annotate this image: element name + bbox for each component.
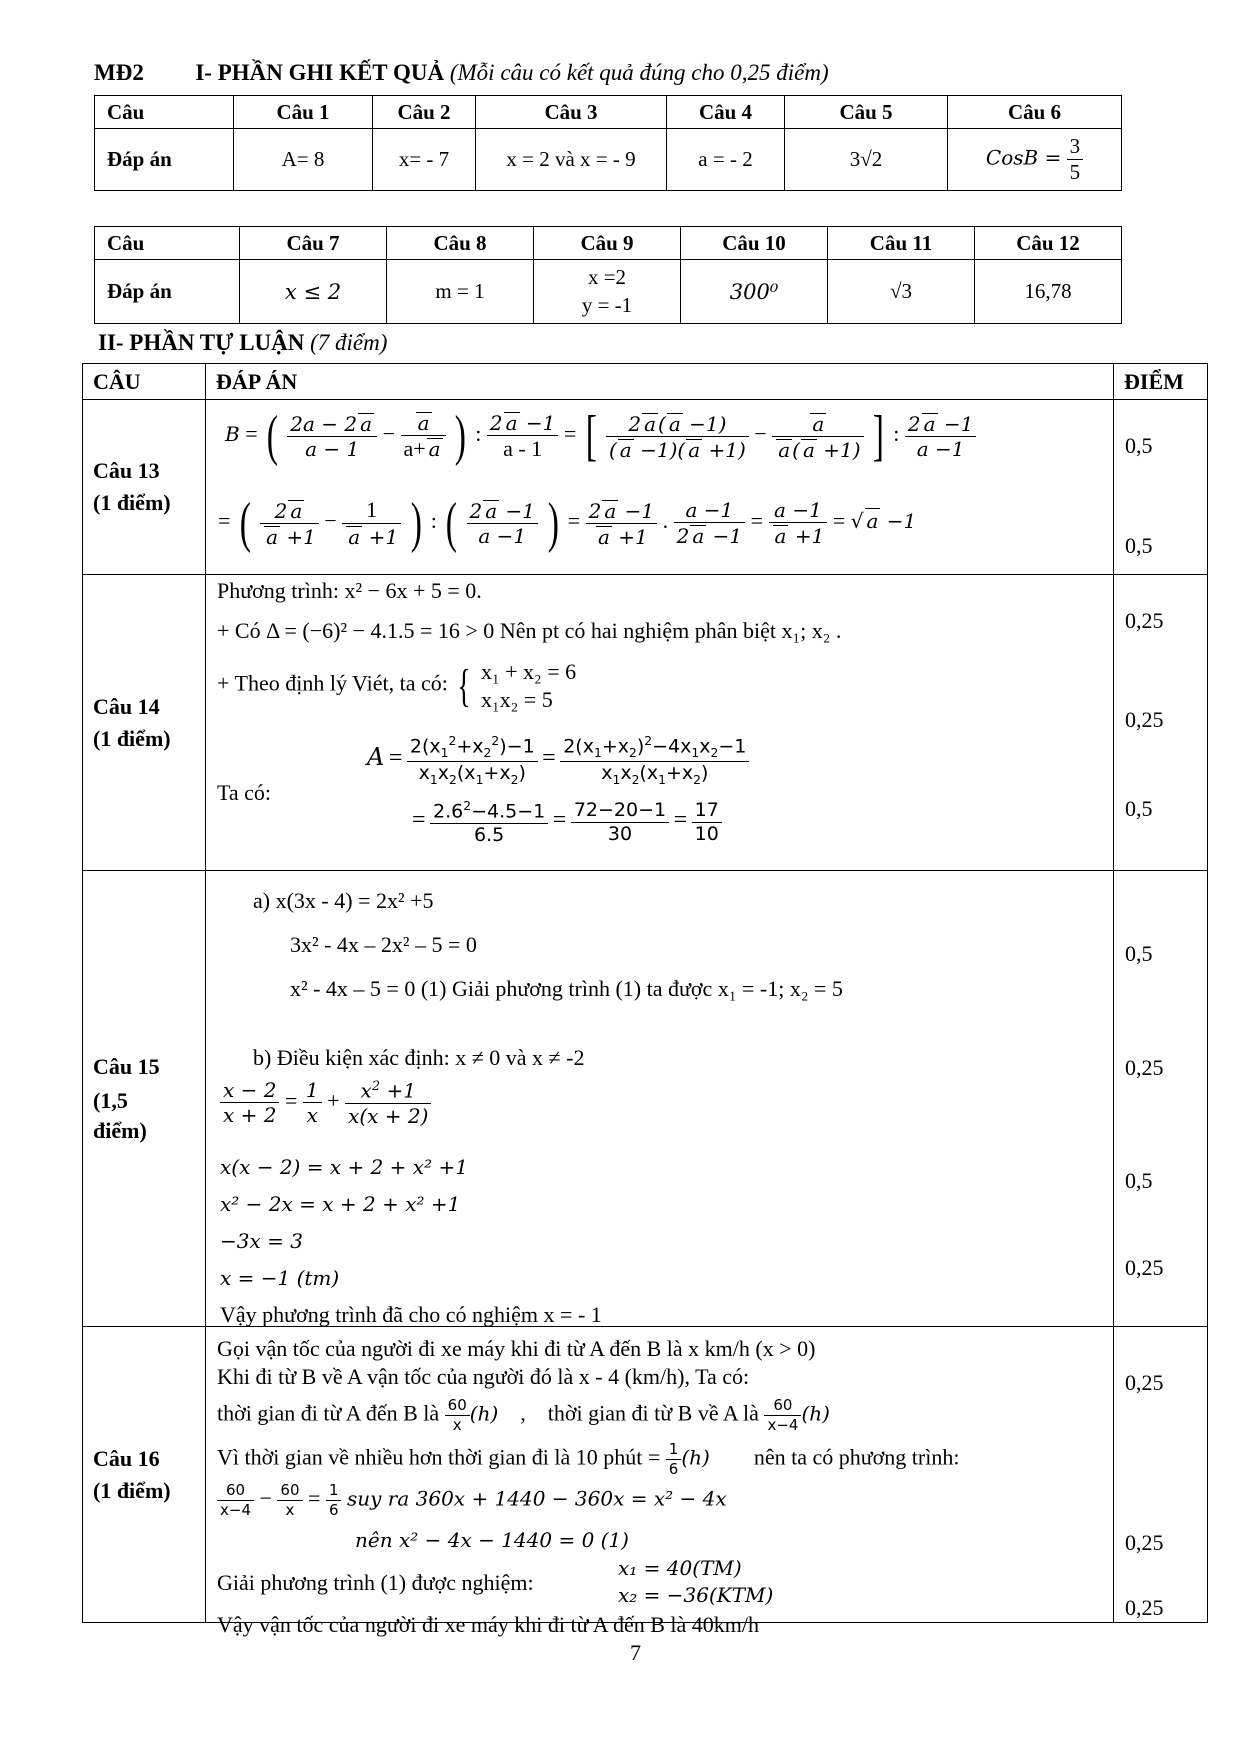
answer-cell: a = - 2 — [667, 129, 785, 191]
answer-cell — [948, 129, 1122, 191]
answer-table-2 — [94, 226, 1122, 324]
q-cell: Câu 1 — [234, 96, 373, 129]
exam-code: MĐ2 — [94, 60, 144, 85]
q14-point-3: 0,5 — [1125, 796, 1153, 821]
q14-line2: + Có Δ = (−6)² − 4.1.5 = 16 > 0 Nên pt có hai nghiệm phân biệt x₁; x₂ . — [217, 618, 842, 643]
page-number: 7 — [630, 1640, 641, 1665]
answer-6-fraction: $\frac{3}{5}$ — [1067, 136, 1084, 183]
part2-note: (7 điểm) — [310, 330, 388, 355]
row-label-q: Câu — [95, 227, 240, 260]
answer-cell: 300⁰ — [681, 260, 828, 324]
q15-b4: x² − 2x = x + 2 + x² +1 — [220, 1192, 461, 1216]
answer-cell: x = 2 và x = - 9 — [476, 129, 667, 191]
answer-cell: x= - 7 — [373, 129, 476, 191]
q15-b1: b) Điều kiện xác định: x ≠ 0 và x ≠ -2 — [253, 1045, 585, 1070]
row-label-q: Câu — [95, 96, 234, 129]
q-cell: Câu 7 — [240, 227, 387, 260]
q14-point-1: 0,25 — [1125, 608, 1164, 633]
q13-formula-2: = ( $\frac{2 a}{a +1}$ − $\frac{1}{a +1}$ ) : ( $\frac{2 a -1}{a -1}$ ) = $\frac{2 a -1}{a +1}$ . $\frac{a -1}{2 a -1}$ = $\frac{a -1}{a +1}$ = √ a −1 — [218, 492, 917, 554]
q15-b6: x = −1 (tm) — [220, 1266, 340, 1290]
part2-heading — [98, 330, 387, 356]
q15-point-4: 0,25 — [1125, 1255, 1164, 1280]
q-cell: Câu 6 — [948, 96, 1122, 129]
part1-heading — [94, 60, 829, 86]
q16-l5: $\frac{60}{x-4}$ − $\frac{60}{x}$ = $\frac{1}{6}$ suy ra 360x + 1440 − 360x = x² − 4x — [217, 1483, 727, 1518]
q16-point-3: 0,25 — [1125, 1595, 1164, 1620]
q15-point-1: 0,5 — [1125, 941, 1153, 966]
q-cell: Câu 8 — [387, 227, 534, 260]
q14-line3: + Theo định lý Viét, ta có: { x₁ + x₂ = 6 x₁x₂ = 5 — [217, 659, 577, 712]
q-cell: Câu 12 — [975, 227, 1122, 260]
q14-sys1: x₁ + x₂ = 6 — [480, 659, 577, 684]
q15-b3: x(x − 2) = x + 2 + x² +1 — [220, 1155, 468, 1179]
q14-taco: Ta có: — [217, 780, 272, 805]
answer-cell: x ≤ 2 — [240, 260, 387, 324]
q14-point-2: 0,25 — [1125, 707, 1164, 732]
answer-cell: m = 1 — [387, 260, 534, 324]
q16-label-cell: Câu 16 (1 điểm) — [83, 1327, 206, 1623]
q15-point-2: 0,25 — [1125, 1055, 1164, 1080]
q16-point-2: 0,25 — [1125, 1530, 1164, 1555]
q16-root1: x₁ = 40(TM) — [618, 1556, 742, 1580]
q16-l6: nên x² − 4x − 1440 = 0 (1) — [355, 1528, 629, 1552]
q-cell: Câu 9 — [534, 227, 681, 260]
part1-title: I- PHẦN GHI KẾT QUẢ — [195, 60, 445, 85]
q16-l1: Gọi vận tốc của người đi xe máy khi đi từ A đến B là x km/h (x > 0) — [217, 1336, 816, 1361]
q15-label-cell: Câu 15 (1,5 điểm) — [83, 871, 206, 1327]
answer-cell: 3√2 — [785, 129, 948, 191]
q14-line1: Phương trình: x² − 6x + 5 = 0. — [217, 578, 482, 603]
q-cell: Câu 4 — [667, 96, 785, 129]
q14-label-cell: Câu 14 (1 điểm) — [83, 575, 206, 871]
answer-6-text: CosB = — [985, 145, 1062, 170]
q15-b2: $\frac{x - 2}{x + 2}$ = $\frac{1}{x}$ + $\frac{x^2 +1}{x(x + 2)}$ — [220, 1080, 431, 1126]
q13-formula-1: B = ( $\frac{2a - 2 a}{a - 1}$ − $\frac{a}{a+ a}$ ) : $\frac{2 a -1}{a - 1}$ = [ $\frac{2 a ( a -1)}{( a -1)( a +1)}$ − $\frac{a}{a ( a +1)}$ ] : $\frac{2 a -1}{a -1}$ — [225, 408, 976, 464]
q-cell: Câu 5 — [785, 96, 948, 129]
q15-a1: a) x(3x - 4) = 2x² +5 — [253, 888, 434, 913]
q15-point-3: 0,5 — [1125, 1168, 1153, 1193]
answer-9-line2: y = -1 — [581, 292, 633, 317]
q-cell: Câu 11 — [828, 227, 975, 260]
q15-b7: Vậy phương trình đã cho có nghiệm x = - 1 — [220, 1302, 602, 1327]
q16-l3: thời gian đi từ A đến B là $\frac{60}{x}$ (h) , thời gian đi từ B về A là $\frac{60}{x-4}$ (h) — [217, 1396, 830, 1434]
q14-formula-A: A = $\frac{2(x_1^2+x_2^2)-1}{x_1x_2(x_1+x_2)}$ = $\frac{2(x_1+x_2)^2-4x_1x_2-1}{x_1x_2(x_1+x_2)}$ — [367, 735, 749, 787]
q16-l2: Khi đi từ B về A vận tốc của người đó là x - 4 (km/h), Ta có: — [217, 1364, 750, 1389]
q16-l8: Vậy vận tốc của người đi xe máy khi đi từ A đến B là 40km/h — [217, 1612, 760, 1637]
answer-cell: √3 — [828, 260, 975, 324]
row-label-a: Đáp án — [95, 129, 234, 191]
q-cell: Câu 3 — [476, 96, 667, 129]
q13-point-1: 0,5 — [1125, 433, 1153, 458]
col-header-answer: ĐÁP ÁN — [206, 364, 1114, 400]
answer-cell: 16,78 — [975, 260, 1122, 324]
col-header-question: CÂU — [83, 364, 206, 400]
q16-l7: Giải phương trình (1) được nghiệm: — [217, 1570, 534, 1595]
q-cell: Câu 2 — [373, 96, 476, 129]
q-cell: Câu 10 — [681, 227, 828, 260]
part1-note: (Mỗi câu có kết quả đúng cho 0,25 điểm) — [449, 60, 829, 85]
answer-cell: A= 8 — [234, 129, 373, 191]
q16-root2: x₂ = −36(KTM) — [618, 1583, 774, 1607]
answer-9-line1: x =2 — [587, 265, 627, 290]
part2-title: II- PHẦN TỰ LUẬN — [98, 330, 305, 355]
q14-formula-value: = $\frac{2.6^2-4.5-1}{6.5}$ = $\frac{72-20-1}{30}$ = $\frac{17}{10}$ — [412, 800, 722, 845]
q14-sys2: x₁x₂ = 5 — [480, 686, 553, 712]
q13-label-cell: Câu 13 (1 điểm) — [83, 400, 206, 575]
col-header-points: ĐIỂM — [1114, 364, 1208, 400]
answer-cell — [534, 260, 681, 324]
q16-point-1: 0,25 — [1125, 1370, 1164, 1395]
row-label-a: Đáp án — [95, 260, 240, 324]
answer-table-1 — [94, 95, 1122, 191]
q13-point-2: 0,5 — [1125, 533, 1153, 558]
q16-l4: Vì thời gian về nhiều hơn thời gian đi là 10 phút = $\frac{1}{6}$ (h) nên ta có phương trình: — [217, 1440, 960, 1478]
q15-a3: x² - 4x – 5 = 0 (1) Giải phương trình (1) ta được x₁ = -1; x₂ = 5 — [290, 976, 843, 1001]
q15-a2: 3x² - 4x – 2x² – 5 = 0 — [290, 932, 477, 957]
q15-b5: −3x = 3 — [220, 1229, 303, 1253]
